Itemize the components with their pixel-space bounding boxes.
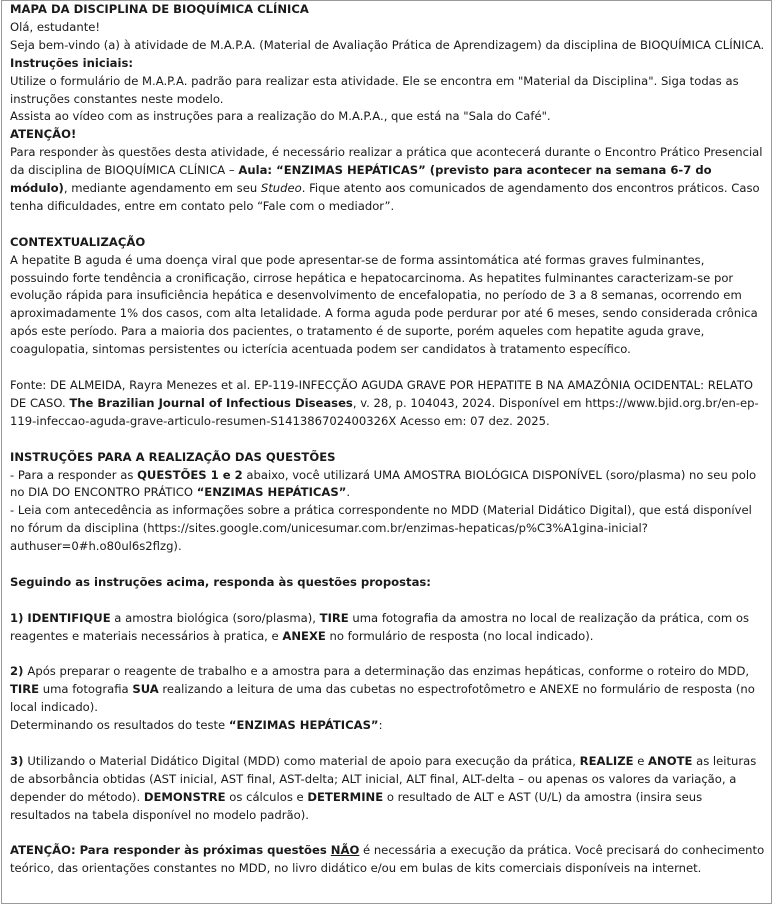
instructions-heading: INSTRUÇÕES PARA A REALIZAÇÃO DAS QUESTÕES — [10, 449, 336, 464]
instructions-bullet-1: - Para a responder as QUESTÕES 1 e 2 abaixo, você utilizará UMA AMOSTRA BIOLÓGICA DISPONÍVEL (soro/plasma) no seu polo no DIA DO ENCONTRO PRÁTICO “ENZIMAS HEPÁTICAS”. — [10, 467, 757, 500]
context-paragraph: A hepatite B aguda é uma doença viral que pode apresentar-se de forma assintomática até formas graves fulminantes, possuindo forte tendência a cronificação, cirrose hepática e hepatocarcinoma. As hepatites fulminantes caracterizam-se por evolução rápida para insuficiência hepática e desenvolvimento de encefalopatia, no período de 3 a 8 semanas, ocorrendo em aproximadamente 1% dos casos, com alta letalidade. A forma aguda pode perdurar por até 6 meses, sendo considerada crônica após este período. Para a maioria dos pacientes, o tratamento é de suporte, porém aqueles com hepatite aguda grave, coagulopatia, sintomas persistentes ou icterícia acentuada podem ser candidatos à tratamento específico. — [10, 252, 758, 357]
source-citation: Fonte: DE ALMEIDA, Rayra Menezes et al. EP-119-INFECÇÃO AGUDA GRAVE POR HEPATITE B NA AMAZÔNIA OCIDENTAL: RELATO DE CASO. The Brazilian Journal of Infectious Diseases, v. 28, p. 104043, 2024. Disponível em https://www.bjid.org.br/en-ep-119-infeccao-aguda-grave-articulo-resumen-S141386702400326X Acesso em: 07 dez. 2025. — [10, 378, 759, 428]
question-3: 3) Utilizando o Material Didático Digital (MDD) como material de apoio para execução da prática, REALIZE e ANOTE as leituras de absorbância obtidas (AST inicial, AST final, AST-delta; ALT inicial, ALT final, ALT-delta – ou apenas os valores da variação, a depender do método). DEMONSTRE os cálculos e DETERMINE o resultado de ALT e AST (U/L) da amostra (insira seus resultados na tabela disponível no modelo padrão). — [10, 753, 757, 822]
follow-instructions-line: Seguindo as instruções acima, responda às questões propostas: — [10, 574, 431, 589]
question-2-determination: Determinando os resultados do teste “ENZIMAS HEPÁTICAS”: — [10, 718, 383, 733]
context-heading: CONTEXTUALIZAÇÃO — [10, 234, 146, 249]
attention-paragraph: Para responder às questões desta atividade, é necessário realizar a prática que acontecerá durante o Encontro Prático Presencial da disciplina de BIOQUÍMICA CLÍNICA – Aula: “ENZIMAS HEPÁTICAS” (previsto para acontecer na semana 6-7 do módulo), mediante agendamento em seu Studeo. Fique atento aos comunicados de agendamento dos encontros práticos. Caso tenha dificuldades, entre em contato pelo “Fale com o mediador”. — [10, 145, 763, 213]
video-instructions-text: Assista ao vídeo com as instruções para a realização do M.A.P.A., que está na "Sala do Café". — [10, 109, 551, 124]
initial-instructions-text: Utilize o formulário de M.A.P.A. padrão para realizar esta atividade. Ele se encontra em "Material da Disciplina". Siga todas as instruções constantes neste modelo. — [10, 73, 739, 106]
final-attention-note: ATENÇÃO: Para responder às próximas questões NÃO é necessária a execução da prática. Você precisará do conhecimento teórico, das orientações constantes no MDD, no livro didático e/ou em bulas de kits comerciais disponíveis na internet. — [10, 843, 765, 876]
question-1: 1) IDENTIFIQUE a amostra biológica (soro/plasma), TIRE uma fotografia da amostra no local de realização da prática, com os reagentes e materiais necessários à pratica, e ANEXE no formulário de resposta (no local indicado). — [10, 610, 749, 643]
greeting: Olá, estudante! — [10, 19, 101, 34]
initial-instructions-heading: Instruções iniciais: — [10, 55, 134, 70]
attention-heading: ATENÇÃO! — [10, 127, 77, 142]
document-title: MAPA DA DISCIPLINA DE BIOQUÍMICA CLÍNICA — [10, 2, 309, 16]
welcome-paragraph: Seja bem-vindo (a) à atividade de M.A.P.A. (Material de Avaliação Prática de Aprendizagem) da disciplina de BIOQUÍMICA CLÍNICA. — [10, 37, 765, 52]
question-2: 2) Após preparar o reagente de trabalho e a amostra para a determinação das enzimas hepáticas, conforme o roteiro do MDD, TIRE uma fotografia SUA realizando a leitura de uma das cubetas no espectrofotômetro e ANEXE no formulário de resposta (no local indicado). — [10, 664, 755, 715]
document-content — [10, 1, 765, 878]
instructions-bullet-2: - Leia com antecedência as informações sobre a prática correspondente no MDD (Material Didático Digital), que está disponível no fórum da disciplina (https://sites.google.com/unicesumar.com.br/enzimas-hepaticas/p%C3%A1gina-inicial?authuser=0#h.o80ul6s2flzg). — [10, 503, 752, 554]
